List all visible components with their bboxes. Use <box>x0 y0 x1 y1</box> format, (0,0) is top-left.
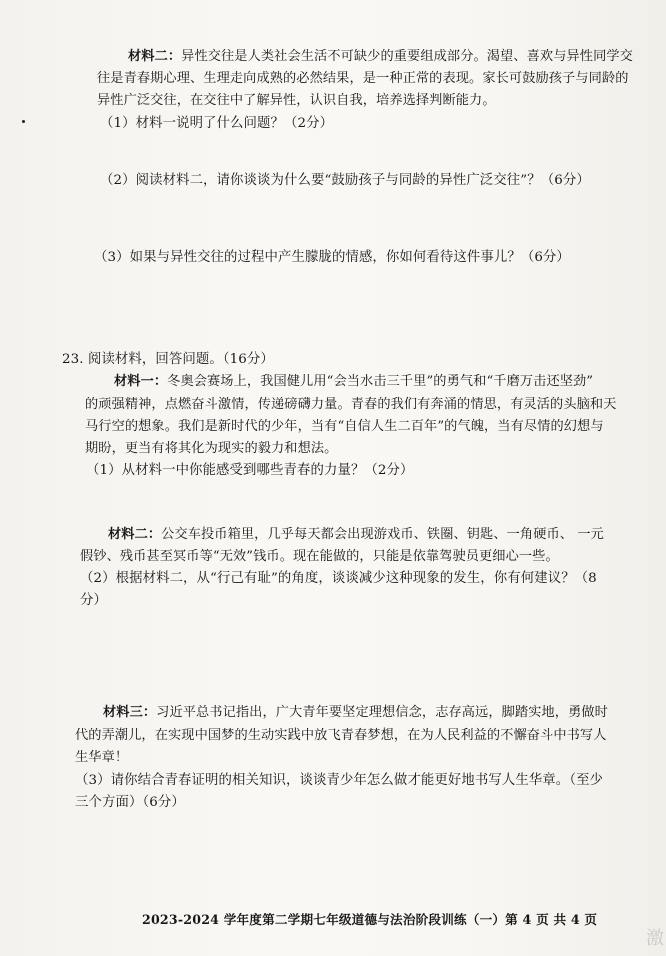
q23-material-one-line-4: 期盼，更当有将其化为现实的毅力和想法。 <box>85 441 338 456</box>
question-3: （3）如果与异性交往的过程中产生朦胧的情感，你如何看待这件事儿？（6分） <box>94 250 570 265</box>
q23-subquestion-3-line-2: 三个方面）（6分） <box>75 795 185 810</box>
q23-material-three-line-3: 生华章！ <box>75 750 129 765</box>
scan-dot <box>22 120 25 123</box>
watermark: 激 <box>646 928 664 949</box>
q23-material-one-label: 材料一： <box>114 374 168 389</box>
q23-material-one-line-3: 马行空的想象。我们是新时代的少年，当有“自信人生二百年”的气魄，当有尽情的幻想与 <box>85 419 604 434</box>
q23-material-three-line-2: 代的弄潮儿，在实现中国梦的生动实践中放飞青春梦想，在为人民利益的不懈奋斗中书写人 <box>75 728 607 743</box>
q23-subquestion-2-line-2: 分） <box>80 593 107 608</box>
question-2: （2）阅读材料二，请你谈谈为什么要“鼓励孩子与同龄的异性广泛交往”？（6分） <box>100 173 590 188</box>
q23-subquestion-3-line-1: （3）请你结合青春证明的相关知识，谈谈青少年怎么做才能更好地书写人生华章。（至少 <box>75 773 604 788</box>
material-two-line-1 <box>128 46 633 67</box>
q23-material-three-text-1: 习近平总书记指出，广大青年要坚定理想信念，志存高远，脚踏实地，勇做时 <box>156 705 608 720</box>
q23-subquestion-1: （1）从材料一中你能感受到哪些青春的力量？（2分） <box>86 463 414 478</box>
question-23-heading: 23. 阅读材料，回答问题。（16分） <box>62 352 274 367</box>
q23-material-two-line-1 <box>108 524 604 545</box>
question-1: （1）材料一说明了什么问题？（2分） <box>100 116 334 131</box>
q23-subquestion-2-line-1: （2）根据材料二，从“行己有耻”的角度，谈谈减少这种现象的发生，你有何建议？（8 <box>80 571 597 586</box>
page-footer: 2023-2024 学年度第二学期七年级道德与法治阶段训练（一）第 4 页 共 4 页 <box>142 912 598 927</box>
q23-material-three-label: 材料三： <box>103 705 157 720</box>
material-two-label: 材料二： <box>128 49 182 64</box>
material-two-line-3: 异性广泛交往，在交往中了解异性，认识自我，培养选择判断能力。 <box>97 93 496 108</box>
q23-material-one-line-2: 的顽强精神，点燃奋斗激情，传递磅礴力量。青春的我们有奔涌的情思，有灵活的头脑和天 <box>85 397 617 412</box>
material-two-text-1: 异性交往是人类社会生活不可缺少的重要组成部分。渴望、喜欢与异性同学交 <box>181 49 633 64</box>
q23-material-three-line-1 <box>103 702 608 723</box>
material-two-line-2: 往是青春期心理、生理走向成熟的必然结果，是一种正常的表现。家长可鼓励孩子与同龄的 <box>97 71 629 86</box>
q23-material-one-text-1: 冬奥会赛场上，我国健儿用“会当水击三千里”的勇气和“千磨万击还坚劲” <box>167 374 594 389</box>
q23-material-two-line-2: 假钞、残币甚至冥币等“无效”钱币。现在能做的，只能是依靠驾驶员更细心一些。 <box>80 549 559 564</box>
q23-material-two-label: 材料二： <box>108 527 162 542</box>
q23-material-one-line-1 <box>114 371 593 392</box>
q23-material-two-text-1: 公交车投币箱里，几乎每天都会出现游戏币、铁圈、钥匙、一角硬币、 一元 <box>161 527 604 542</box>
